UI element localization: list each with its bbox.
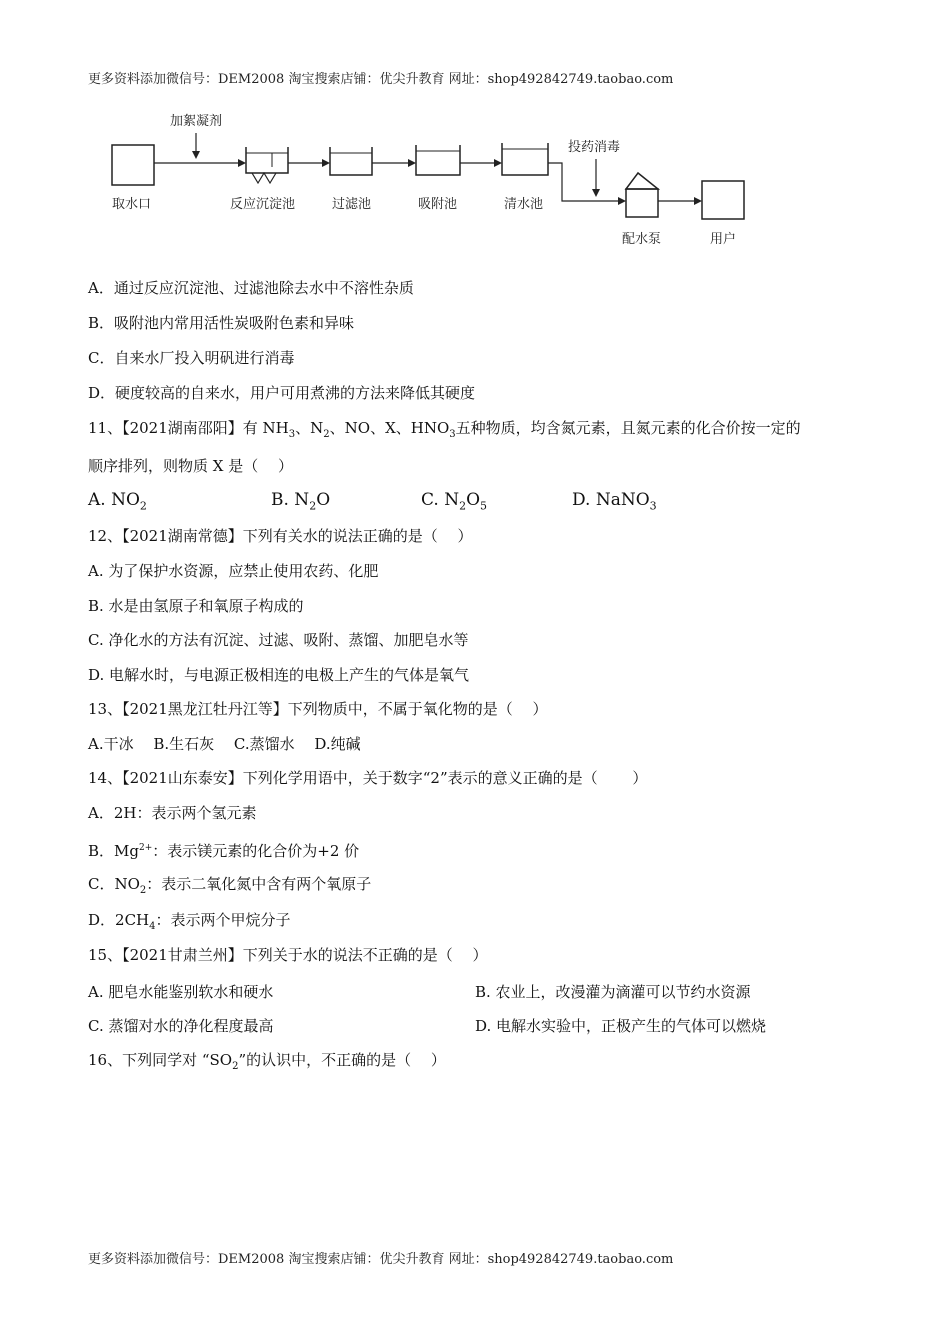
filter-tank-label: 过滤池 [332, 197, 372, 212]
intake-box [112, 145, 154, 185]
q12-option-d: D. 电解水时，与电源正极相连的电极上产生的气体是氧气 [88, 666, 470, 684]
q12-option-c: C. 净化水的方法有沉淀、过滤、吸附、蒸馏、加肥皂水等 [88, 631, 469, 649]
q14-stem: 14、【2021山东泰安】下列化学用语中，关于数字“2”表示的意义正确的是（ ） [88, 769, 648, 787]
water-treatment-diagram [100, 105, 780, 265]
q10-option-d: D．硬度较高的自来水，用户可用煮沸的方法来降低其硬度 [88, 384, 476, 402]
q16-stem: 16、下列同学对 “$SO_2$”的认识中，不正确的是（ ） [88, 1051, 446, 1072]
page-header: 更多资料添加微信号：DEM2008 淘宝搜索店铺：优尖升教育 网址：shop492842749.taobao.com [88, 72, 674, 87]
disinfectant-label: 投药消毒 [568, 140, 621, 155]
q15-option-a: A. 肥皂水能鉴别软水和硬水 [88, 983, 274, 1001]
intake-label: 取水口 [112, 197, 152, 212]
coagulant-label: 加絮凝剂 [170, 114, 223, 129]
pump-icon [626, 173, 658, 217]
reaction-tank-label: 反应沉淀池 [230, 197, 296, 212]
adsorption-tank-label: 吸附池 [418, 197, 458, 212]
user-label: 用户 [710, 232, 737, 247]
q10-option-a: A．通过反应沉淀池、过滤池除去水中不溶性杂质 [88, 279, 414, 297]
q14-option-d: D．$2CH_4$：表示两个甲烷分子 [88, 911, 291, 932]
pump-label: 配水泵 [622, 232, 662, 247]
q11-stem-line2: 顺序排列，则物质 X 是（ ） [88, 457, 293, 475]
filter-tank [330, 147, 372, 175]
page-footer: 更多资料添加微信号：DEM2008 淘宝搜索店铺：优尖升教育 网址：shop492842749.taobao.com [88, 1252, 674, 1267]
q11-stem-line1: 11、【2021湖南邵阳】有 $NH_3$、$N_2$、NO、X、$HNO_3$五种物质，均含氮元素，且氮元素的化合价按一定的 [88, 419, 801, 440]
q15-option-b: B. 农业上，改漫灌为滴灌可以节约水资源 [475, 983, 751, 1001]
adsorption-tank [416, 145, 460, 175]
q12-stem: 12、【2021湖南常德】下列有关水的说法正确的是（ ） [88, 527, 473, 545]
q10-option-b: B．吸附池内常用活性炭吸附色素和异味 [88, 314, 355, 332]
q11-option-b: B. $N_2O$ [271, 490, 331, 513]
q13-stem: 13、【2021黑龙江牡丹江等】下列物质中，不属于氧化物的是（ ） [88, 700, 548, 718]
reaction-tank [246, 147, 288, 183]
q15-option-c: C. 蒸馏对水的净化程度最高 [88, 1017, 274, 1035]
q14-option-a: A．2H：表示两个氢元素 [88, 804, 257, 822]
clear-water-tank [502, 143, 548, 175]
q15-stem: 15、【2021甘肃兰州】下列关于水的说法不正确的是（ ） [88, 946, 488, 964]
q11-option-c: C. $N_2O_5$ [421, 490, 488, 513]
q11-option-a: A. $NO_2$ [88, 490, 147, 513]
q12-option-a: A. 为了保护水资源，应禁止使用农药、化肥 [88, 562, 379, 580]
q14-option-b: B．$Mg^{2+}$：表示镁元素的化合价为+2 价 [88, 842, 360, 860]
q15-option-d: D. 电解水实验中，正极产生的气体可以燃烧 [475, 1017, 767, 1035]
user-box [702, 181, 744, 219]
q10-option-c: C．自来水厂投入明矾进行消毒 [88, 349, 295, 367]
q13-options: A.干冰 B.生石灰 C.蒸馏水 D.纯碱 [88, 735, 361, 753]
q11-option-d: D. NaNO$_3$ [572, 490, 657, 513]
q12-option-b: B. 水是由氢原子和氧原子构成的 [88, 597, 304, 615]
clear-water-tank-label: 清水池 [504, 197, 544, 212]
q14-option-c: C．$NO_2$：表示二氧化氮中含有两个氧原子 [88, 875, 372, 896]
